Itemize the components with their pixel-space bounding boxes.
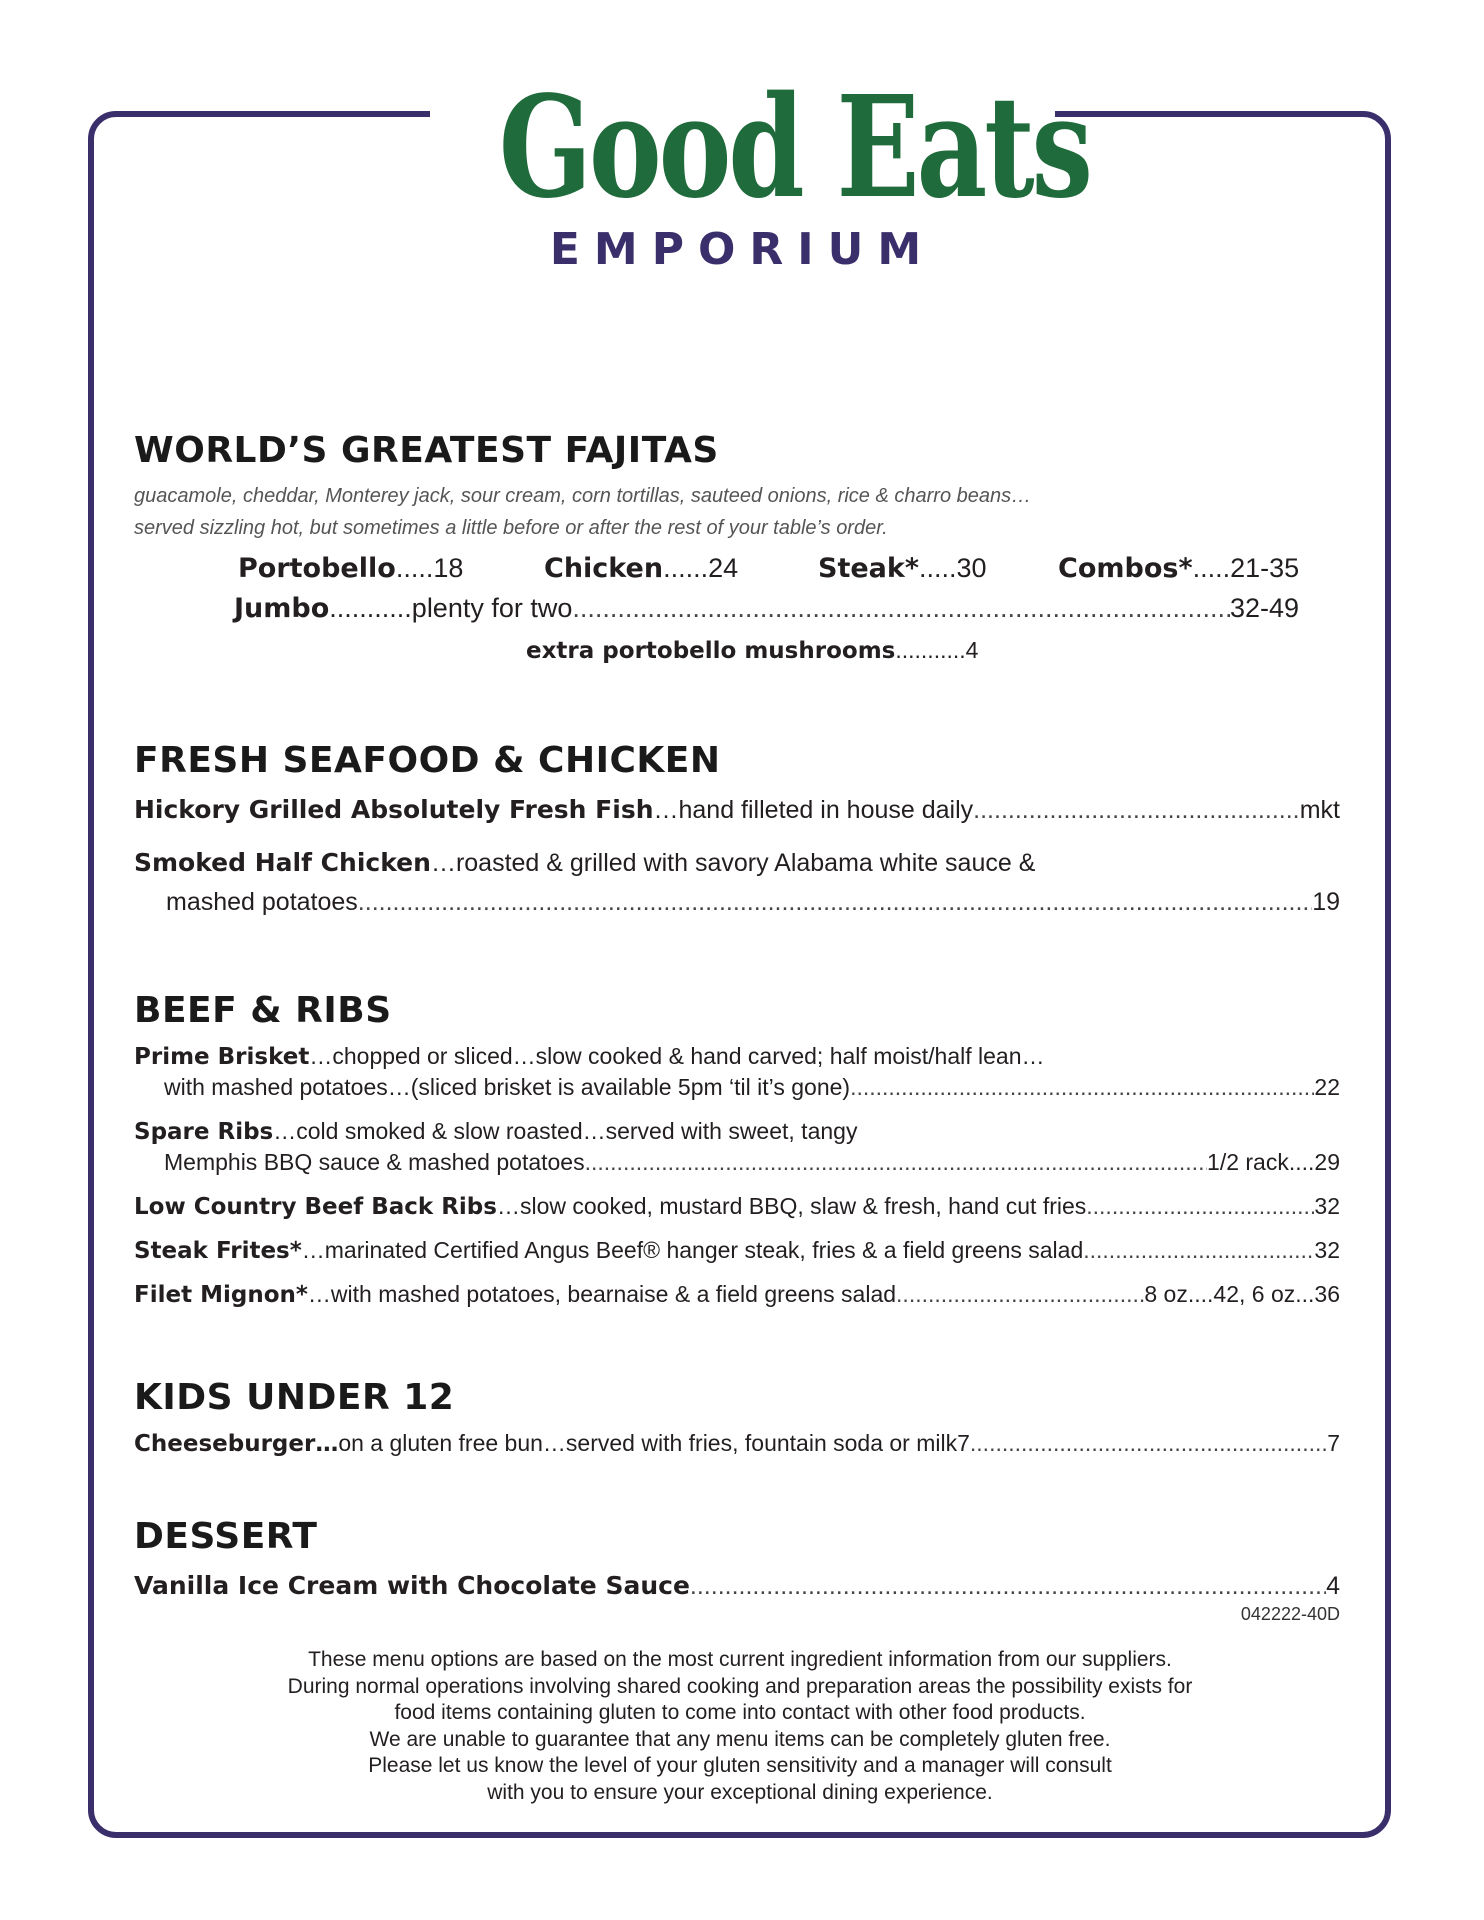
logo-title: Good Eats xyxy=(498,66,1090,230)
item-name: Portobello xyxy=(238,553,396,584)
item-description: …with mashed potatoes, bearnaise & a field greens salad xyxy=(307,1281,897,1307)
item-price: 7 xyxy=(1327,1430,1340,1456)
item-name: Vanilla Ice Cream with Chocolate Sauce xyxy=(134,1571,690,1600)
menu-item-cheeseburger xyxy=(134,1430,1340,1457)
item-name: Spare Ribs xyxy=(134,1119,274,1145)
disclaimer-line: We are unable to guarantee that any menu items can be completely gluten free. xyxy=(369,1727,1111,1751)
leader-dots xyxy=(973,796,1300,825)
item-description: with mashed potatoes…(sliced brisket is available 5pm ‘til it’s gone) xyxy=(164,1074,851,1100)
leader-dots xyxy=(585,1149,1207,1176)
leader-dots xyxy=(690,1572,1326,1601)
item-name: extra portobello mushrooms xyxy=(526,638,896,664)
item-description: …slow cooked, mustard BBQ, slaw & fresh, hand cut fries xyxy=(496,1193,1087,1219)
item-description: …marinated Certified Angus Beef® hanger steak, fries & a field greens salad xyxy=(301,1237,1084,1263)
menu-item-spare-ribs-line2 xyxy=(164,1149,1340,1176)
item-price: 19 xyxy=(1312,888,1340,916)
menu-item-half-chicken xyxy=(134,848,1035,878)
section-title-dessert: DESSERT xyxy=(134,1516,318,1557)
menu-item-fresh-fish xyxy=(134,795,1340,825)
item-price: .....18 xyxy=(395,553,464,583)
fajita-option-portobello xyxy=(238,553,463,584)
leader-dots xyxy=(970,1430,1327,1457)
leader-dots xyxy=(358,888,1312,917)
menu-code: 042222-40D xyxy=(1240,1604,1340,1624)
menu-item-spare-ribs xyxy=(134,1118,857,1145)
section-title-beef: BEEF & RIBS xyxy=(134,990,392,1031)
fajitas-description-line2: served sizzling hot, but sometimes a little before or after the rest of your table’s order. xyxy=(134,517,888,539)
leader-dots xyxy=(1083,1237,1314,1264)
item-name: Combos* xyxy=(1058,553,1193,584)
item-price: 4 xyxy=(1326,1572,1340,1600)
item-price: 32 xyxy=(1314,1237,1340,1263)
gluten-disclaimer xyxy=(140,1647,1340,1806)
item-name: Chicken xyxy=(544,553,664,584)
item-description: mashed potatoes xyxy=(166,888,358,916)
leader-dots xyxy=(850,1074,1314,1101)
menu-item-steak-frites xyxy=(134,1237,1340,1264)
disclaimer-line: During normal operations involving shared cooking and preparation areas the possibility exists for xyxy=(287,1674,1193,1698)
item-price: 1/2 rack....29 xyxy=(1207,1149,1340,1175)
item-description: ...........plenty for two xyxy=(329,593,573,623)
item-price: 32-49 xyxy=(1229,593,1299,623)
item-name: Low Country Beef Back Ribs xyxy=(134,1194,497,1220)
disclaimer-line: Please let us know the level of your gluten sensitivity and a manager will consult xyxy=(368,1754,1112,1777)
menu-item-half-chicken-line2 xyxy=(166,888,1340,917)
fajitas-description-line1: guacamole, cheddar, Monterey jack, sour cream, corn tortillas, sauteed onions, rice & charro beans… xyxy=(134,485,1032,507)
fajita-extra-mushrooms xyxy=(526,637,978,664)
section-title-kids: KIDS UNDER 12 xyxy=(134,1377,455,1418)
item-price: mkt xyxy=(1299,796,1340,824)
item-description: …chopped or sliced…slow cooked & hand carved; half moist/half lean… xyxy=(309,1043,1045,1069)
item-price: 32 xyxy=(1314,1193,1340,1219)
item-name: Cheeseburger… xyxy=(134,1431,339,1457)
item-name: Prime Brisket xyxy=(134,1044,310,1070)
fajita-option-chicken xyxy=(544,553,738,584)
item-description: Memphis BBQ sauce & mashed potatoes xyxy=(164,1149,585,1175)
item-name: Steak Frites* xyxy=(134,1238,302,1264)
fajita-option-jumbo xyxy=(234,593,1299,624)
fajita-option-steak xyxy=(818,553,987,584)
item-price: 8 oz....42, 6 oz...36 xyxy=(1144,1281,1340,1307)
fajita-option-combos xyxy=(1058,553,1299,584)
item-description: …cold smoked & slow roasted…served with sweet, tangy xyxy=(273,1118,858,1144)
logo-subtitle: EMPORIUM xyxy=(549,224,936,275)
disclaimer-line: These menu options are based on the most current ingredient information from our suppliers. xyxy=(308,1648,1172,1671)
item-price: 22 xyxy=(1314,1074,1340,1100)
leader-dots xyxy=(1086,1193,1314,1220)
leader-dots xyxy=(896,1281,1144,1308)
leader-dots xyxy=(572,593,1230,624)
menu-item-filet-mignon xyxy=(134,1281,1340,1308)
item-description: …hand filleted in house daily xyxy=(653,796,974,824)
item-name: Steak* xyxy=(818,553,919,584)
item-name: Hickory Grilled Absolutely Fresh Fish xyxy=(134,795,654,824)
logo xyxy=(430,66,1090,275)
disclaimer-line: with you to ensure your exceptional dining experience. xyxy=(487,1780,993,1804)
section-title-seafood: FRESH SEAFOOD & CHICKEN xyxy=(134,740,721,781)
item-name: Smoked Half Chicken xyxy=(134,848,431,877)
item-price: ...........4 xyxy=(895,637,979,663)
item-price: ......24 xyxy=(663,553,739,583)
item-price: .....30 xyxy=(918,553,987,583)
disclaimer-line: food items containing gluten to come into contact with other food products. xyxy=(394,1701,1086,1724)
item-description: …roasted & grilled with savory Alabama white sauce & xyxy=(430,849,1036,877)
menu-item-beef-back-ribs xyxy=(134,1193,1340,1220)
menu-item-brisket xyxy=(134,1043,1045,1070)
menu-item-brisket-line2 xyxy=(164,1074,1340,1101)
menu-item-ice-cream xyxy=(134,1571,1340,1601)
item-name: Filet Mignon* xyxy=(134,1282,308,1308)
item-name: Jumbo xyxy=(234,593,330,624)
item-price: .....21-35 xyxy=(1192,553,1300,583)
section-title-fajitas: WORLD’S GREATEST FAJITAS xyxy=(134,430,719,471)
item-description: on a gluten free bun…served with fries, fountain soda or milk7 xyxy=(338,1430,970,1456)
